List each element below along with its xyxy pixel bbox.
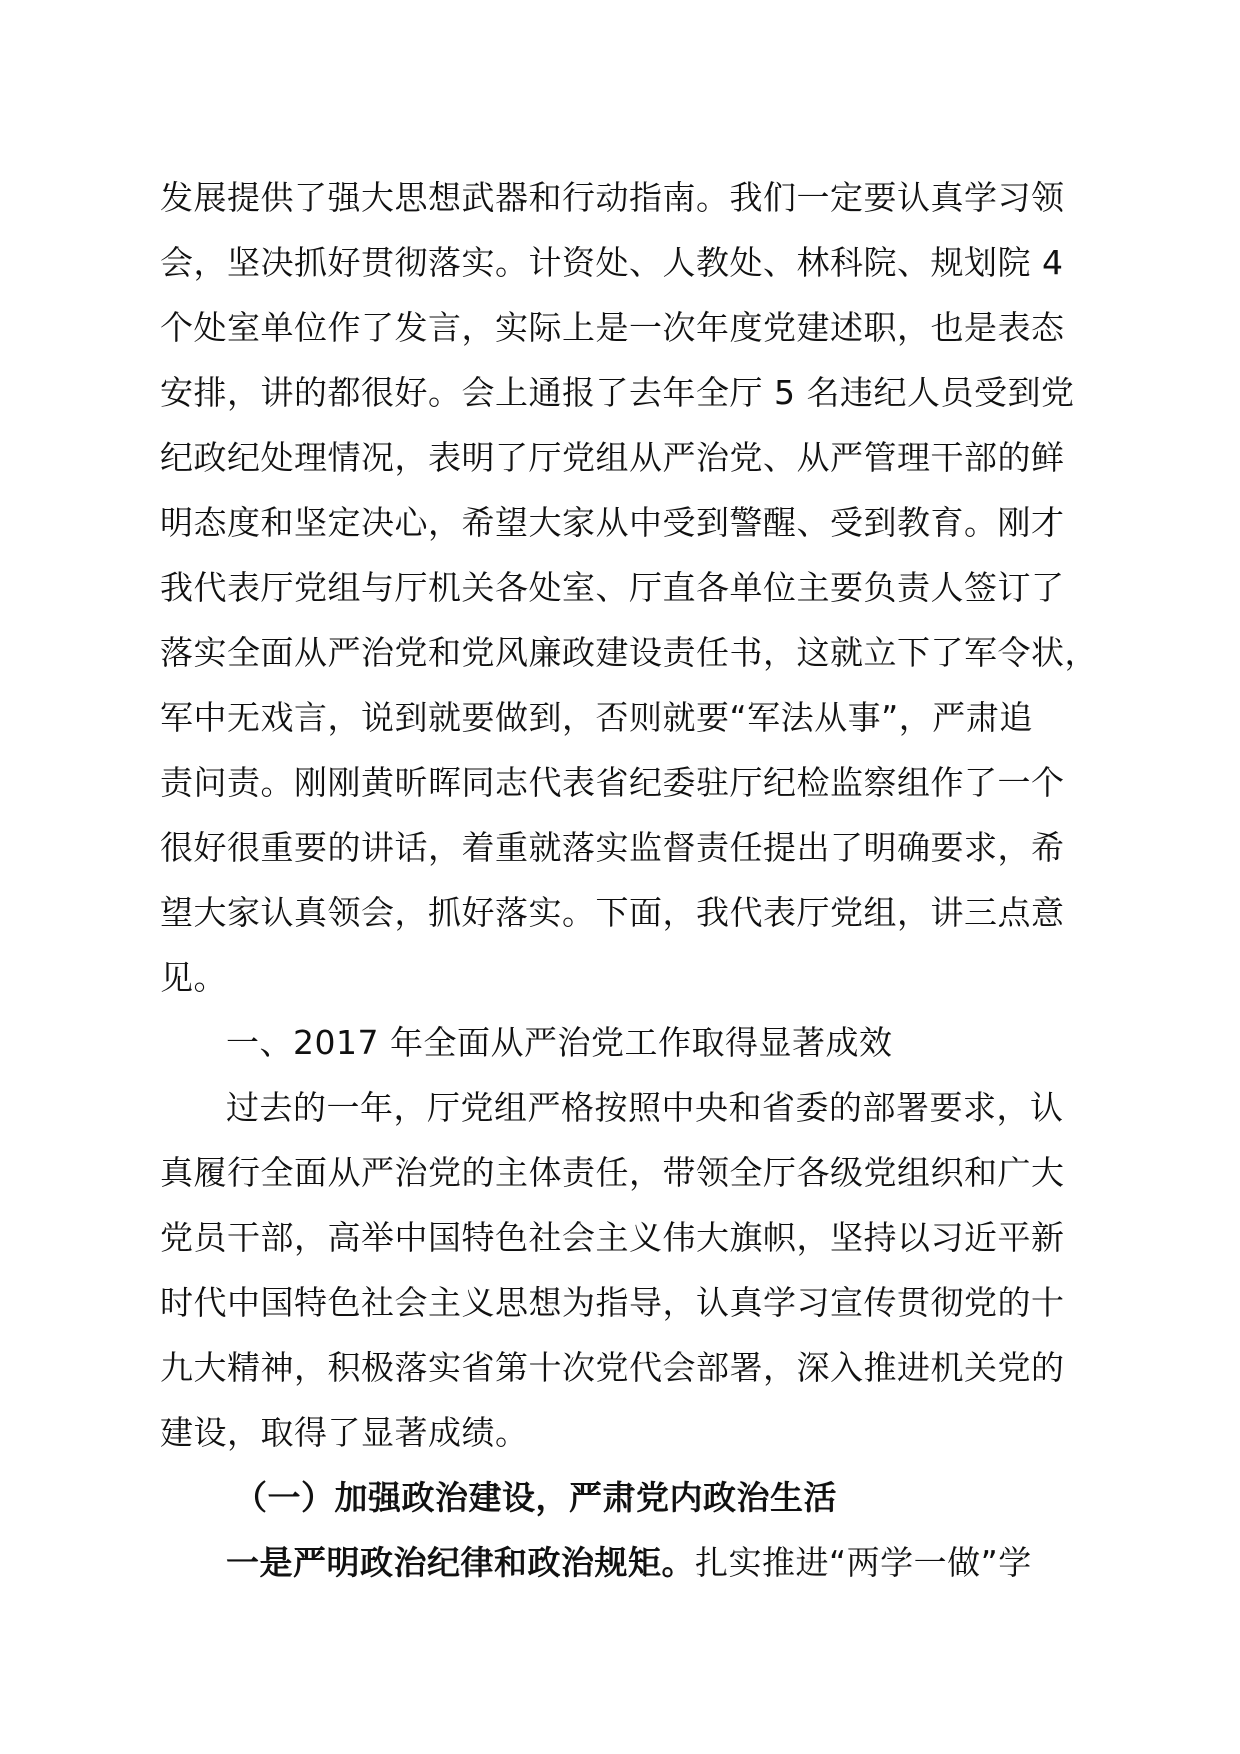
body-text-line: 见。 [160, 958, 227, 997]
paragraph-line: 建设，取得了显著成绩。 [160, 1413, 529, 1452]
body-text-line: 纪政纪处理情况，表明了厅党组从严治党、从严管理干部的鲜 [160, 438, 1065, 477]
body-text-line: 发展提供了强大思想武器和行动指南。我们一定要认真学习领 [160, 178, 1065, 217]
paragraph-text: 扎实推进“两学一做”学 [695, 1543, 1032, 1582]
body-text-line: 我代表厅党组与厅机关各处室、厅直各单位主要负责人签订了 [160, 568, 1065, 607]
body-text-line: 会，坚决抓好贯彻落实。计资处、人教处、林科院、规划院 4 [160, 243, 1064, 282]
bold-lead-phrase: 一是严明政治纪律和政治规矩。 [226, 1543, 695, 1582]
body-text-line: 军中无戏言，说到就要做到，否则就要“军法从事”，严肃追 [160, 698, 1033, 737]
body-text-line: 很好很重要的讲话，着重就落实监督责任提出了明确要求，希 [160, 828, 1065, 867]
body-text-line: 明态度和坚定决心，希望大家从中受到警醒、受到教育。刚才 [160, 503, 1065, 542]
body-text-line: 落实全面从严治党和党风廉政建设责任书，这就立下了军令状， [160, 633, 1098, 672]
paragraph-line: 党员干部，高举中国特色社会主义伟大旗帜，坚持以习近平新 [160, 1218, 1065, 1257]
body-text-line: 个处室单位作了发言，实际上是一次年度党建述职，也是表态 [160, 308, 1065, 347]
paragraph-line: 过去的一年，厅党组严格按照中央和省委的部署要求，认 [226, 1088, 1064, 1127]
subsection-heading: （一）加强政治建设，严肃党内政治生活 [234, 1478, 837, 1517]
section-heading: 一、2017 年全面从严治党工作取得显著成效 [226, 1023, 893, 1062]
body-text-line: 安排，讲的都很好。会上通报了去年全厅 5 名违纪人员受到党 [160, 373, 1075, 412]
body-text-line: 责问责。刚刚黄昕晖同志代表省纪委驻厅纪检监察组作了一个 [160, 763, 1065, 802]
paragraph-line [160, 1530, 1120, 1595]
body-text-line: 望大家认真领会，抓好落实。下面，我代表厅党组，讲三点意 [160, 893, 1065, 932]
paragraph-line: 时代中国特色社会主义思想为指导，认真学习宣传贯彻党的十 [160, 1283, 1065, 1322]
paragraph-line: 九大精神，积极落实省第十次党代会部署，深入推进机关党的 [160, 1348, 1065, 1387]
document-body [160, 165, 1120, 1595]
paragraph-line: 真履行全面从严治党的主体责任，带领全厅各级党组织和广大 [160, 1153, 1065, 1192]
